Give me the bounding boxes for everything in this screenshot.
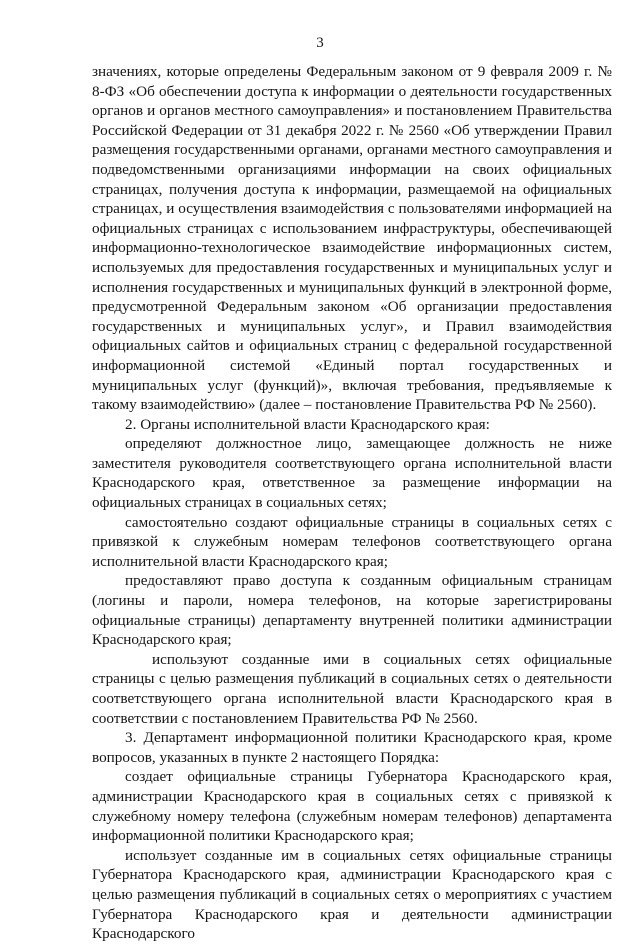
paragraph-3-item-2: использует созданные им в социальных сетях официальные страницы Губернатора Краснодарского края, администрации Краснодарского края с целью размещения публикаций в социальных сетях о мероприятиях с участием Губернатора Краснодарского края и деятельности администрации Краснодарского (92, 846, 612, 943)
paragraph-2-item-4: используют созданные ими в социальных сетях официальные страницы с целью размещения публикаций в социальных сетях о деятельности соответствующего органа исполнительной власти Краснодарского края в соответствии с постановлением Правительства РФ № 2560. (92, 650, 612, 727)
paragraph-2-heading: 2. Органы исполнительной власти Краснодарского края: (125, 415, 490, 433)
page-number: 3 (316, 35, 324, 51)
paragraph-3-item-1: создает официальные страницы Губернатора Краснодарского края, администрации Краснодарского края в социальных сетях с привязкой к служебному номеру телефона (служебным номерам телефонов) департамента информационной политики Краснодарского края; (92, 768, 612, 845)
paragraph-2-item-1: определяют должностное лицо, замещающее должность не ниже заместителя руководителя соответствующего органа исполнительной власти Краснодарского края, ответственное за размещение информации на официальных страницах в социальных сетях; (92, 435, 612, 512)
paragraph-3-heading: 3. Департамент информационной политики Краснодарского края, кроме вопросов, указанных в пункте 2 настоящего Порядка: (92, 729, 612, 766)
paragraph-1-continuation: значениях, которые определены Федеральным законом от 9 февраля 2009 г. № 8-ФЗ «Об обеспечении доступа к информации о деятельности государственных органов и органов местного самоуправления» и постановлением Правительства Российской Федерации от 31 декабря 2022 г. № 2560 «Об утверждении Правил размещения государственными органами, органами местного самоуправления и подведомственными организациями информации на своих официальных страницах, получения доступа к информации, размещаемой на официальных страницах, и осуществления взаимодействия с пользователями информацией на официальных страницах с использованием инфраструктуры, обеспечивающей информационно-технологическое взаимодействие информационных систем, используемых для предоставления государственных и муниципальных услуг и исполнения государственных и муниципальных функций в электронной форме, предусмотренной Федеральным законом «Об организации предоставления государственных и муниципальных услуг», и Правил взаимодействия официальных сайтов и официальных страниц с федеральной государственной информационной системой «Единый портал государственных и муниципальных услуг (функций)», включая требования, предъявляемые к такому взаимодействию» (далее – постановление Правительства РФ № 2560). (92, 63, 612, 414)
document-body (92, 62, 612, 944)
paragraph-2-item-3: предоставляют право доступа к созданным официальным страницам (логины и пароли, номера телефонов, на которые зарегистрированы официальные страницы) департаменту внутренней политики администрации Краснодарского края; (92, 572, 612, 649)
paragraph-2-item-2: самостоятельно создают официальные страницы в социальных сетях с привязкой к служебным номерам телефонов соответствующего органа исполнительной власти Краснодарского края; (92, 513, 612, 570)
